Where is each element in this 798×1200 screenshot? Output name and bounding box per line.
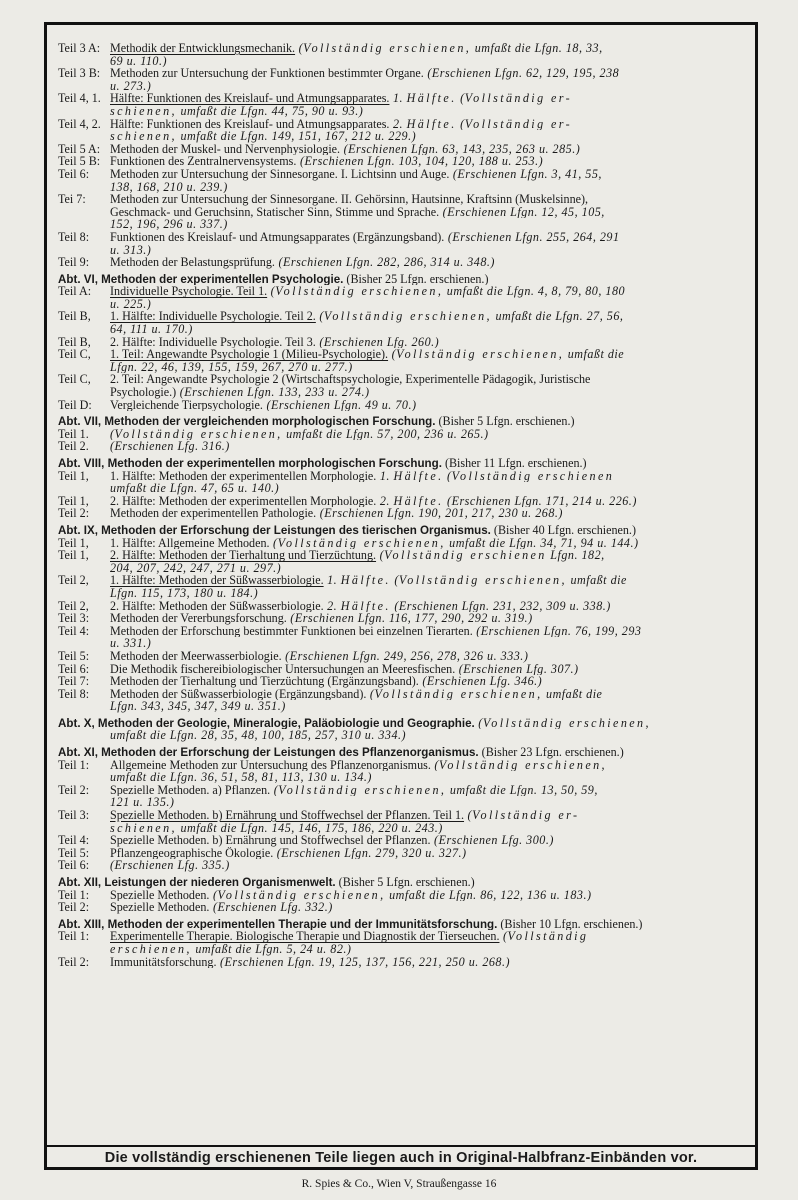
entry-label: Teil 8: bbox=[58, 230, 90, 244]
entry-title: Vergleichende Tierpsychologie. bbox=[110, 398, 263, 412]
entry-title: Methoden der Erforschung bestimmter Funktionen bei einzelnen Tierarten. bbox=[110, 624, 473, 638]
entry-label: Teil 1. bbox=[58, 427, 89, 441]
entry-title: 1. Hälfte: Methoden der experimentellen Morphologie. bbox=[110, 469, 377, 483]
entry-label: Teil 4: bbox=[58, 834, 90, 847]
entry-label: Teil 5: bbox=[58, 649, 90, 663]
catalog-entry bbox=[58, 809, 758, 822]
entry-status: Vollständig erschienen, bbox=[278, 783, 447, 797]
entry-label: Teil 3: bbox=[58, 612, 90, 625]
catalog-entry-continuation bbox=[58, 244, 758, 257]
catalog-entry bbox=[58, 440, 758, 453]
entry-label: Teil A: bbox=[58, 285, 92, 298]
entry-label: Teil 6: bbox=[58, 167, 90, 181]
section-title: Abt. XI, Methoden der Erforschung der Leistungen des Pflanzenorganismus. bbox=[58, 746, 479, 759]
catalog-entry bbox=[58, 118, 758, 131]
footer-rule bbox=[47, 1145, 755, 1147]
entry-label: Teil 3: bbox=[58, 809, 90, 822]
catalog-entry bbox=[58, 759, 758, 772]
entry-title: Hälfte: Funktionen des Kreislauf- und Atmungsapparates. bbox=[110, 117, 390, 131]
entry-label: Teil 1, bbox=[58, 469, 89, 483]
catalog-entry-continuation bbox=[58, 218, 758, 231]
entry-status: Vollständig erschienen bbox=[451, 469, 615, 483]
catalog-entry bbox=[58, 956, 758, 969]
catalog-entry bbox=[58, 688, 758, 701]
entry-title: Methoden zur Untersuchung der Funktionen bestimmter Organe. bbox=[110, 67, 424, 80]
entry-label: Teil 2, bbox=[58, 599, 89, 613]
catalog-entry bbox=[58, 67, 758, 80]
entry-status: (Erschienen Lfgn. 63, 143, 235, 263 u. 285.) bbox=[340, 142, 581, 156]
entry-status: ( bbox=[456, 92, 465, 105]
entry-status: ( bbox=[499, 930, 508, 943]
entry-status: Hälfte. bbox=[340, 574, 391, 587]
entry-status: (Erschienen Lfgn. 249, 256, 278, 326 u. 333.) bbox=[281, 649, 529, 663]
entry-status: umfaßt die Lfgn. 44, 75, 90 u. 93.) bbox=[176, 104, 364, 118]
section-note: (Bisher 25 Lfgn. erschienen.) bbox=[343, 272, 489, 286]
catalog-entry bbox=[58, 930, 758, 943]
catalog-entry bbox=[58, 168, 758, 181]
entry-status: Lfgn. 22, 46, 139, 155, 159, 267, 270 u. 277.) bbox=[110, 360, 353, 374]
entry-title: Experimentelle Therapie. Biologische Therapie und Diagnostik der Tierseuchen. bbox=[110, 930, 500, 943]
entry-title: Hälfte: Funktionen des Kreislauf- und Atmungsapparates. bbox=[110, 92, 390, 105]
entry-label: Teil B, bbox=[58, 335, 91, 349]
footer-notice: Die vollständig erschienenen Teile liegen auch in Original-Halbfranz-Einbänden vor. bbox=[104, 1150, 698, 1166]
catalog-entry-continuation bbox=[58, 181, 758, 194]
catalog-entry-continuation bbox=[58, 130, 758, 143]
entry-status: Vollständig erschienen, bbox=[374, 687, 543, 701]
catalog-section bbox=[58, 746, 758, 872]
catalog-entry bbox=[58, 285, 758, 298]
entry-title: 2. Hälfte: Methoden der Süßwasserbiologie. bbox=[110, 599, 324, 613]
entry-status: (Erschienen Lfgn. 255, 264, 291 bbox=[444, 230, 620, 244]
entry-title: 2. Teil: Angewandte Psychologie 2 (Wirtschaftspsychologie, Experimentelle Pädagogik, Juristische bbox=[110, 373, 591, 387]
section-title: Abt. XIII, Methoden der experimentellen Therapie und der Immunitätsforschung. bbox=[58, 917, 498, 931]
entry-title: Funktionen des Kreislauf- und Atmungsapparates (Ergänzungsband). bbox=[110, 230, 445, 244]
entry-label: Teil 4: bbox=[58, 624, 90, 638]
catalog-entry-continuation bbox=[58, 637, 758, 650]
entry-status: (Erschienen Lfg. 332.) bbox=[209, 901, 333, 914]
entry-label: Teil 6: bbox=[58, 859, 90, 872]
catalog-entry-continuation bbox=[58, 729, 758, 742]
entry-status: Lfgn. 115, 173, 180 u. 184.) bbox=[110, 586, 259, 600]
entry-status: (Erschienen Lfgn. 103, 104, 120, 188 u. 253.) bbox=[296, 155, 544, 168]
entry-status: umfaßt die Lfgn. 28, 35, 48, 100, 185, 257, 310 u. 334.) bbox=[110, 729, 407, 743]
entry-label: Teil 2: bbox=[58, 783, 90, 797]
entry-title: 2. Hälfte: Individuelle Psychologie. Teil 3. bbox=[110, 335, 316, 349]
entry-status: umfaßt die bbox=[566, 574, 627, 587]
entry-status: (Erschienen Lfg. 307.) bbox=[455, 662, 579, 676]
entry-title: 2. Hälfte: Methoden der Tierhaltung und Tierzüchtung. bbox=[110, 549, 377, 562]
entry-status: ( bbox=[456, 117, 465, 131]
entry-title: Spezielle Methoden. bbox=[110, 888, 210, 902]
entry-status: 69 u. 110.) bbox=[110, 54, 168, 68]
entry-status: Hälfte. bbox=[406, 117, 457, 131]
entry-status: (Erschienen Lfgn. 19, 125, 137, 156, 221, 250 u. 268.) bbox=[216, 955, 511, 969]
entry-status: umfaßt die Lfgn. 149, 151, 167, 212 u. 229.) bbox=[176, 130, 417, 143]
entry-status: Hälfte. bbox=[406, 92, 457, 105]
entry-status: Vollständig er- bbox=[464, 117, 572, 131]
entry-title: Methoden zur Untersuchung der Sinnesorgane. II. Gehörsinn, Hautsinne, Kraftsinn (Muskelsinne), bbox=[110, 193, 589, 206]
entry-status: (Erschienen Lfgn. 282, 286, 314 u. 348.) bbox=[274, 256, 495, 269]
entry-status: 2. bbox=[323, 599, 341, 613]
entry-status: (Erschienen Lfgn. 12, 45, 105, bbox=[439, 205, 605, 219]
entry-status: ( bbox=[315, 310, 324, 324]
entry-label: Teil 5 B: bbox=[58, 155, 101, 168]
catalog-entry bbox=[58, 537, 758, 550]
entry-status: umfaßt die Lfgn. 13, 50, 59, bbox=[446, 783, 598, 797]
catalog-entry-continuation bbox=[58, 323, 758, 336]
entry-status: 1. bbox=[389, 92, 407, 105]
entry-status: (Erschienen Lfg. 316.) bbox=[110, 440, 230, 453]
catalog-entry-continuation bbox=[58, 943, 758, 956]
entry-status: ( bbox=[295, 42, 304, 55]
section-title: Abt. IX, Methoden der Erforschung der Leistungen des tierischen Organismus. bbox=[58, 523, 491, 537]
entry-status: 2. bbox=[389, 117, 407, 131]
entry-label: Teil 4, 2. bbox=[58, 117, 101, 131]
section-title: Abt. VI, Methoden der experimentellen Psychologie. bbox=[58, 272, 344, 286]
entry-title: Methoden der experimentellen Pathologie. bbox=[110, 507, 317, 520]
entry-label: Teil 1, bbox=[58, 536, 89, 550]
entry-title: Allgemeine Methoden zur Untersuchung des Pflanzenorganismus. bbox=[110, 758, 431, 772]
entry-status: ( bbox=[269, 536, 278, 550]
entry-status: schienen, bbox=[110, 821, 177, 835]
entry-status: ( bbox=[388, 348, 397, 361]
entry-title: 2. Hälfte: Methoden der experimentellen Morphologie. bbox=[110, 494, 377, 508]
catalog-section bbox=[58, 273, 758, 412]
entry-status: 64, 111 u. 170.) bbox=[110, 323, 193, 336]
entry-status: ( bbox=[267, 285, 276, 298]
entry-status: (Erschienen Lfgn. 133, 233 u. 274.) bbox=[176, 386, 370, 399]
entry-label: Teil 1, bbox=[58, 494, 89, 508]
entry-status: umfaßt die bbox=[564, 348, 625, 361]
entry-status: schienen, bbox=[110, 104, 177, 118]
entry-status: Vollständig erschienen bbox=[384, 549, 547, 562]
section-title: Abt. XII, Leistungen der niederen Organismenwelt. bbox=[58, 876, 336, 889]
catalog-entry bbox=[58, 42, 758, 55]
catalog-entry bbox=[58, 612, 758, 625]
entry-label: Teil 2: bbox=[58, 507, 90, 520]
catalog-entry bbox=[58, 663, 758, 676]
entry-status: 1. bbox=[376, 469, 394, 483]
entry-title: 1. Hälfte: Allgemeine Methoden. bbox=[110, 536, 270, 550]
catalog-section bbox=[58, 42, 758, 269]
entry-title: Spezielle Methoden. bbox=[110, 901, 210, 914]
entry-status: umfaßt die Lfgn. 4, 8, 79, 80, 180 bbox=[443, 285, 626, 298]
entry-title: Spezielle Methoden. a) Pflanzen. bbox=[110, 783, 271, 797]
entry-status: umfaßt die bbox=[542, 687, 603, 701]
catalog-entry-continuation bbox=[58, 80, 758, 93]
entry-status: Vollständig erschienen, bbox=[277, 536, 446, 550]
section-note: (Bisher 11 Lfgn. erschienen.) bbox=[441, 457, 587, 470]
catalog-entry-continuation bbox=[58, 562, 758, 575]
entry-title: Methoden der Süßwasserbiologie (Ergänzungsband). bbox=[110, 687, 367, 701]
section-heading bbox=[58, 918, 758, 931]
entry-title: Methoden der Meerwasserbiologie. bbox=[110, 649, 282, 663]
catalog-entry-continuation bbox=[58, 482, 758, 495]
entry-title: Methodik der Entwicklungsmechanik. bbox=[110, 42, 296, 55]
catalog-entry bbox=[58, 889, 758, 902]
entry-status: ( bbox=[270, 783, 279, 797]
entry-title: 1. Teil: Angewandte Psychologie 1 (Milieu-Psychologie). bbox=[110, 348, 389, 361]
catalog-entry bbox=[58, 625, 758, 638]
entry-status: Hälfte. bbox=[393, 469, 444, 483]
catalog-entry bbox=[58, 784, 758, 797]
entry-label: Teil B, bbox=[58, 310, 91, 324]
catalog-section bbox=[58, 524, 758, 713]
section-heading bbox=[58, 746, 758, 759]
entry-status: (Erschienen Lfgn. 171, 214 u. 226.) bbox=[443, 494, 637, 508]
catalog-entry bbox=[58, 600, 758, 613]
entry-label: Teil 3 A: bbox=[58, 42, 101, 55]
entry-label: Teil 1, bbox=[58, 549, 89, 562]
catalog-entry bbox=[58, 859, 758, 872]
catalog-entry-continuation bbox=[58, 105, 758, 118]
entry-label: Teil 7: bbox=[58, 675, 90, 688]
entry-status: ( bbox=[376, 549, 385, 562]
catalog-section bbox=[58, 918, 758, 968]
entry-label: Teil 3 B: bbox=[58, 67, 101, 80]
entry-status: Vollständig er- bbox=[464, 92, 572, 105]
entry-title: Funktionen des Zentralnervensystems. bbox=[110, 155, 297, 168]
entry-status: Vollständig erschienen, bbox=[438, 758, 607, 772]
catalog-entry-continuation bbox=[58, 796, 758, 809]
catalog-entry-continuation bbox=[58, 700, 758, 713]
entry-status: umfaßt die Lfgn. 34, 71, 94 u. 144.) bbox=[445, 536, 639, 550]
entry-label: Teil 6: bbox=[58, 662, 90, 676]
entry-status: u. 331.) bbox=[110, 637, 152, 650]
entry-status: ( bbox=[209, 888, 218, 902]
entry-status: umfaßt die Lfgn. 27, 56, bbox=[491, 310, 624, 324]
entry-status: 138, 168, 210 u. 239.) bbox=[110, 180, 228, 194]
entry-status: umfaßt die Lfgn. 18, 33, bbox=[471, 42, 603, 55]
entry-status: ( bbox=[464, 809, 473, 822]
entry-title: Spezielle Methoden. b) Ernährung und Stoffwechsel der Pflanzen. Teil 1. bbox=[110, 809, 465, 822]
catalog-entry bbox=[58, 155, 758, 168]
entry-title: Methoden der Tierhaltung und Tierzüchtung (Ergänzungsband). bbox=[110, 675, 419, 688]
entry-status: ( bbox=[430, 758, 439, 772]
entry-status: u. 273.) bbox=[110, 79, 152, 93]
entry-label: Teil 8: bbox=[58, 687, 90, 701]
entry-label: Teil 2. bbox=[58, 440, 89, 453]
entry-status: u. 313.) bbox=[110, 243, 152, 257]
catalog-entry bbox=[58, 92, 758, 105]
entry-status: umfaßt die Lfgn. 47, 65 u. 140.) bbox=[110, 482, 280, 495]
entry-status: umfaßt die Lfgn. 86, 122, 136 u. 183.) bbox=[385, 888, 592, 902]
catalog-entry-continuation bbox=[58, 386, 758, 399]
entry-title: Methoden der Muskel- und Nervenphysiologie. bbox=[110, 142, 341, 156]
entry-status: (Erschienen Lfgn. 279, 320 u. 327.) bbox=[273, 846, 467, 860]
entry-status: (Erschienen Lfgn. 3, 41, 55, bbox=[449, 167, 602, 181]
entry-status: (Erschienen Lfg. 346.) bbox=[418, 675, 543, 688]
catalog-entry bbox=[58, 193, 758, 206]
catalog-entry bbox=[58, 507, 758, 520]
catalog-section bbox=[58, 717, 758, 742]
entry-status: (Erschienen Lfgn. 231, 232, 309 u. 338.) bbox=[390, 599, 611, 613]
entry-status: Vollständig erschienen, bbox=[323, 310, 492, 324]
entry-label: Teil 1: bbox=[58, 930, 90, 943]
entry-label: Teil 9: bbox=[58, 256, 90, 269]
entry-status: umfaßt die Lfgn. 36, 51, 58, 81, 113, 130 u. 134.) bbox=[110, 771, 372, 784]
entry-status: 204, 207, 242, 247, 271 u. 297.) bbox=[110, 561, 282, 575]
entry-status: umfaßt die Lfgn. 57, 200, 236 u. 265.) bbox=[282, 427, 489, 441]
entry-label: Teil C, bbox=[58, 373, 91, 387]
catalog-entry bbox=[58, 256, 758, 269]
entry-status: Vollständig bbox=[507, 930, 589, 943]
entry-status: Vollständig erschienen, bbox=[303, 42, 472, 55]
entry-status: 2. bbox=[376, 494, 394, 508]
entry-label: Teil 2: bbox=[58, 901, 90, 914]
entry-status: (Erschienen Lfgn. 76, 199, 293 bbox=[472, 624, 642, 638]
section-heading bbox=[58, 415, 758, 428]
entry-label: Teil 4, 1. bbox=[58, 92, 101, 105]
entry-status: Vollständig erschienen, bbox=[275, 285, 444, 298]
catalog-section bbox=[58, 415, 758, 453]
entry-status: 152, 196, 296 u. 337.) bbox=[110, 218, 228, 231]
entry-status: u. 225.) bbox=[110, 297, 152, 311]
entry-status: Hälfte. bbox=[340, 599, 391, 613]
section-title: Abt. X, Methoden der Geologie, Mineralogie, Paläobiologie und Geographie. bbox=[58, 716, 475, 730]
entry-title: Individuelle Psychologie. Teil 1. bbox=[110, 285, 268, 298]
entry-title: Methoden der Vererbungsforschung. bbox=[110, 612, 287, 625]
entry-status: umfaßt die Lfgn. 145, 146, 175, 186, 220 u. 243.) bbox=[176, 821, 443, 835]
entry-label: Teil 2, bbox=[58, 574, 89, 587]
entry-status: Vollständig erschienen, bbox=[398, 574, 567, 587]
catalog-entry bbox=[58, 310, 758, 323]
entry-status: umfaßt die Lfgn. 5, 24 u. 82.) bbox=[191, 942, 352, 956]
entry-title: 1. Hälfte: Methoden der Süßwasserbiologie. bbox=[110, 574, 324, 587]
entry-status: Vollständig erschienen, bbox=[396, 348, 565, 361]
entry-label: Teil 2: bbox=[58, 955, 90, 969]
entry-label: Teil 5 A: bbox=[58, 142, 101, 156]
entry-status: ( bbox=[110, 427, 115, 441]
entry-title: Methoden der Belastungsprüfung. bbox=[110, 256, 275, 269]
catalog-entry bbox=[58, 348, 758, 361]
entry-status: schienen, bbox=[110, 130, 177, 143]
section-note: (Bisher 5 Lfgn. erschienen.) bbox=[435, 415, 575, 428]
entry-status: (Erschienen Lfg. 300.) bbox=[430, 834, 554, 847]
catalog-entry bbox=[58, 901, 758, 914]
section-note: (Bisher 40 Lfgn. erschienen.) bbox=[490, 523, 636, 537]
entry-title: Spezielle Methoden. b) Ernährung und Stoffwechsel der Pflanzen. bbox=[110, 834, 431, 847]
entry-status: (Erschienen Lfg. 260.) bbox=[315, 335, 440, 349]
section-note: (Bisher 5 Lfgn. erschienen.) bbox=[335, 876, 475, 889]
section-heading bbox=[58, 457, 758, 470]
entry-title: 1. Hälfte: Individuelle Psychologie. Teil 2. bbox=[110, 310, 316, 324]
entry-status: 121 u. 135.) bbox=[110, 796, 175, 810]
entry-status: (Erschienen Lfgn. 62, 129, 195, 238 bbox=[423, 67, 620, 80]
section-note: (Bisher 10 Lfgn. erschienen.) bbox=[497, 917, 643, 931]
entry-label: Teil 1: bbox=[58, 888, 90, 902]
catalog-entry bbox=[58, 470, 758, 483]
catalog-entry bbox=[58, 231, 758, 244]
section-heading bbox=[58, 273, 758, 286]
catalog-entry-continuation bbox=[58, 587, 758, 600]
catalog-entry bbox=[58, 373, 758, 386]
imprint: R. Spies & Co., Wien V, Straußengasse 16 bbox=[301, 1178, 497, 1190]
catalog-entry bbox=[58, 399, 758, 412]
catalog-entry-continuation bbox=[58, 361, 758, 374]
section-heading bbox=[58, 876, 758, 889]
entry-status: 1. bbox=[323, 574, 341, 587]
catalog-entry bbox=[58, 675, 758, 688]
catalog-entry bbox=[58, 834, 758, 847]
catalog-entry-continuation bbox=[58, 771, 758, 784]
catalog-entry-continuation bbox=[58, 55, 758, 68]
section-title: Abt. VIII, Methoden der experimentellen morphologischen Forschung. bbox=[58, 457, 442, 470]
catalog-entry bbox=[58, 428, 758, 441]
entry-status: ( bbox=[366, 687, 375, 701]
catalog-entry bbox=[58, 549, 758, 562]
entry-title: Psychologie.) bbox=[110, 386, 177, 399]
section-title: Abt. VII, Methoden der vergleichenden morphologischen Forschung. bbox=[58, 415, 436, 428]
section-note: (Bisher 23 Lfgn. erschienen.) bbox=[478, 746, 624, 759]
entry-label: Tei 7: bbox=[58, 193, 86, 206]
entry-status: ( bbox=[443, 469, 452, 483]
section-status: ( bbox=[474, 716, 483, 730]
catalog-entry bbox=[58, 143, 758, 156]
entry-title: Methoden zur Untersuchung der Sinnesorgane. I. Lichtsinn und Auge. bbox=[110, 167, 450, 181]
catalog-entry-continuation bbox=[58, 206, 758, 219]
entry-label: Teil C, bbox=[58, 348, 91, 361]
entry-label: Teil 1: bbox=[58, 758, 90, 772]
entry-status: (Erschienen Lfgn. 116, 177, 290, 292 u. 319.) bbox=[286, 612, 533, 625]
entry-status: Vollständig er- bbox=[472, 809, 580, 822]
entry-status: ( bbox=[390, 574, 399, 587]
entry-status: Lfgn. 182, bbox=[546, 549, 605, 562]
entry-status: Hälfte. bbox=[393, 494, 444, 508]
catalog-entry-continuation bbox=[58, 822, 758, 835]
entry-status: Vollständig erschienen, bbox=[217, 888, 386, 902]
section-heading bbox=[58, 717, 758, 730]
entry-title: Die Methodik fischereibiologischer Untersuchungen an Meeresfischen. bbox=[110, 662, 456, 676]
catalog-listing bbox=[58, 42, 758, 968]
catalog-entry bbox=[58, 847, 758, 860]
catalog-entry-continuation bbox=[58, 298, 758, 311]
catalog-entry bbox=[58, 574, 758, 587]
catalog-entry bbox=[58, 650, 758, 663]
catalog-entry bbox=[58, 495, 758, 508]
entry-title: Immunitätsforschung. bbox=[110, 955, 217, 969]
entry-label: Teil D: bbox=[58, 398, 92, 412]
entry-status: Vollständig erschienen, bbox=[114, 427, 283, 441]
entry-status: erschienen, bbox=[110, 942, 192, 956]
section-status: Vollständig erschienen, bbox=[482, 716, 651, 730]
entry-status: (Erschienen Lfgn. 49 u. 70.) bbox=[262, 398, 417, 412]
entry-status: (Erschienen Lfgn. 190, 201, 217, 230 u. 268.) bbox=[316, 507, 563, 520]
section-heading bbox=[58, 524, 758, 537]
entry-label: Teil 5: bbox=[58, 846, 90, 860]
catalog-section bbox=[58, 457, 758, 520]
entry-title: Geschmack- und Geruchsinn, Statischer Sinn, Stimme und Sprache. bbox=[110, 205, 440, 219]
catalog-section bbox=[58, 876, 758, 914]
catalog-entry bbox=[58, 336, 758, 349]
entry-title: Pflanzengeographische Ökologie. bbox=[110, 846, 274, 860]
entry-status: Lfgn. 343, 345, 347, 349 u. 351.) bbox=[110, 700, 286, 713]
entry-status: (Erschienen Lfg. 335.) bbox=[110, 859, 230, 872]
